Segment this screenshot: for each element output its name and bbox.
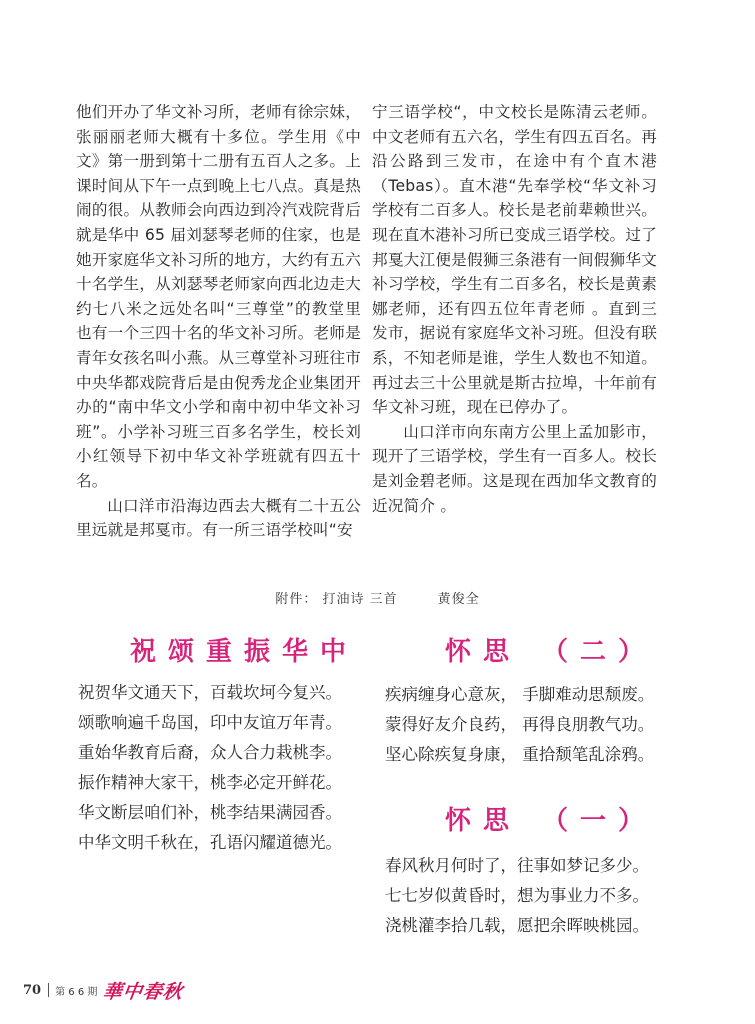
article-right-column <box>372 100 657 518</box>
poem-line: 颂歌响遍千岛国，印中友谊万年青。 <box>78 713 342 732</box>
poem-line: 振作精神大家干，桃李必定开鲜花。 <box>78 773 342 792</box>
poem-body <box>78 678 342 858</box>
magazine-logo: 華中春秋 <box>101 980 185 1003</box>
poem-title: 祝颂重振华中 <box>130 637 359 667</box>
article-left-column <box>76 100 361 543</box>
poem-line: 华文断层咱们补，桃李结果满园香。 <box>78 803 342 822</box>
poem-line: 疾病缠身心意灰， 手脚难动思颓废。 <box>385 685 655 704</box>
article-paragraph: 他们开办了华文补习所，老师有徐宗妹，张丽丽老师大概有十多位。学生用《中文》第一册到第十二册有五百人之多。上课时间从下午一点到晚上七八点。真是热闹的很。从教师会向西边到冷汽戏院背后就是华中 65 届刘瑟琴老师的住家，也是她开家庭华文补习所的地方，大约有五六十名学生，从刘瑟琴老师家向西北边走大约七八米之远处名叫“三尊堂”的教堂里也有一个三四十名的华文补习所。老师是青年女孩名叫小燕。从三尊堂补习班往市中央华都戏院背后是由倪秀龙企业集团开办的“南中华文小学和南中初中华文补习班”。小学补习班三百多名学生，校长刘小红领导下初中华文补学班就有四五十名。 <box>76 103 361 490</box>
article-paragraph: 山口洋市向东南方公里上孟加影市，现开了三语学校，学生有一百多人。校长是刘金碧老师。这是现在西加华文教育的近况简介 。 <box>372 422 657 515</box>
attachment-label: 附件： 打油诗 三首 <box>275 592 398 607</box>
poem-title: 怀思 （二） <box>445 637 657 667</box>
poem-title: 怀思 （一） <box>445 806 657 836</box>
attachment-line <box>0 588 755 607</box>
poem-body <box>385 851 649 941</box>
page-number: 70 <box>23 982 42 998</box>
poem-body <box>385 680 654 770</box>
poem-line: 重始华教育后裔，众人合力栽桃李。 <box>78 743 342 762</box>
article-paragraph: 山口洋市沿海边西去大概有二十五公里远就是邦戛市。有一所三语学校叫“安 <box>76 496 361 540</box>
article-paragraph: 宁三语学校“，中文校长是陈清云老师。中文老师有五六名，学生有四五百名。再沿公路到三发市，在途中有个直木港（Tebas）。直木港“先奉学校“华文补习学校有二百多人。校长是老前辈赖世兴。现在直木港补习所已变成三语学校。过了邦戛大江便是假狮三条港有一间假狮华文补习学校，学生有二百多名，校长是黄素娜老师，还有四五位年青老师 。直到三发市，据说有家庭华文补习班。但没有联系，不知老师是谁，学生人数也不知道。再过去三十公里就是斯古拉埠，十年前有华文补习班，现在已停办了。 <box>372 103 657 417</box>
poem-line: 春风秋月何时了，往事如梦记多少。 <box>385 856 649 875</box>
poem-line: 蒙得好友介良药， 再得良朋教气功。 <box>385 715 655 734</box>
poem-line: 坚心除疾复身康， 重拾颓笔乱涂鸦。 <box>385 745 655 764</box>
issue-number: 第 6 6 期 <box>55 986 98 998</box>
poem-line: 祝贺华文通天下，百载坎坷今复兴。 <box>78 683 342 702</box>
poem-line: 浇桃灌李拾几载，愿把余晖映桃园。 <box>385 916 649 935</box>
footer-divider <box>48 983 49 997</box>
poem-line: 中华文明千秋在，孔语闪耀道德光。 <box>78 833 342 852</box>
poem-line: 七七岁似黄昏时，想为事业力不多。 <box>385 886 649 905</box>
attachment-author: 黄俊全 <box>437 592 480 607</box>
page-footer <box>23 975 183 1005</box>
